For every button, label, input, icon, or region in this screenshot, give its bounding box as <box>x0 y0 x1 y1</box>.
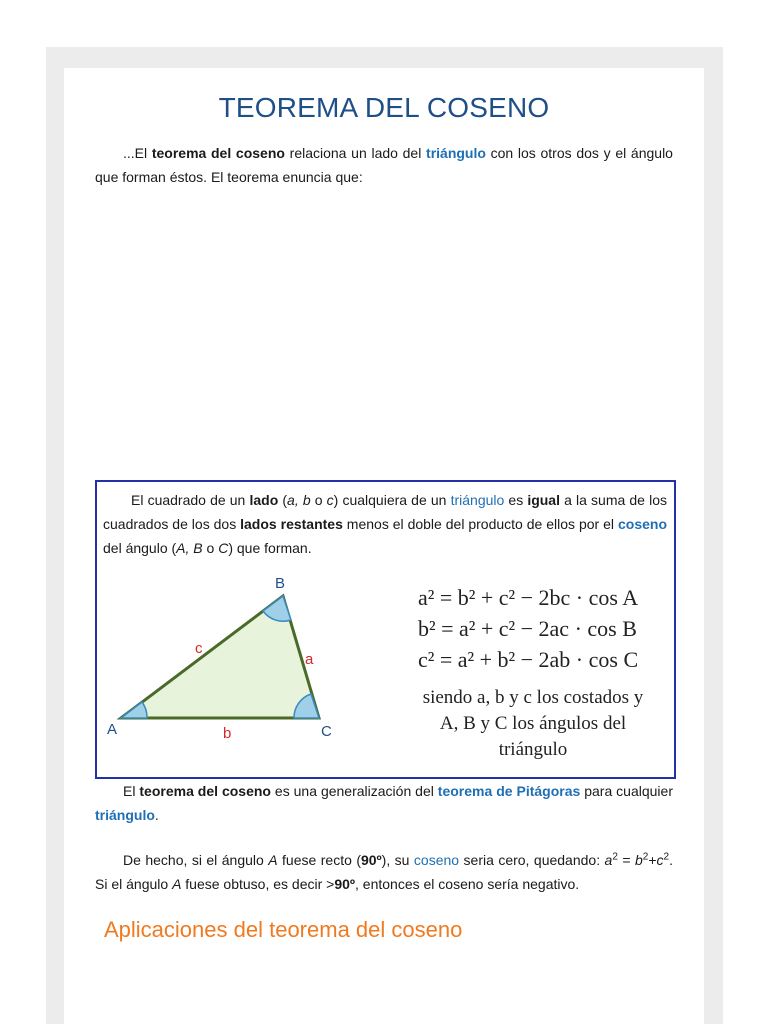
formula-c: c² = a² + b² − 2ab · cos C <box>418 647 639 672</box>
right-angle-paragraph: De hecho, si el ángulo A fuese recto (90º), su coseno seria cero, quedando: $a^2 = b^2+c^2$. Si el ángulo A fuese obtuso, es decir >90º, entonces el coseno sería negativo. <box>95 851 673 892</box>
side-label-c: c <box>195 640 203 657</box>
generalization-paragraph: El teorema del coseno es una generalización del teorema de Pitágoras para cualquier triángulo. <box>95 783 673 823</box>
intro-paragraph: ...El teorema del coseno relaciona un lado del triángulo con los otros dos y el ángulo que forman éstos. El teorema enuncia que: <box>95 145 673 185</box>
vertex-label-c: C <box>321 723 332 740</box>
theorem-box <box>95 480 676 779</box>
formula-note: siendo a, b y c los costados y A, B y C los ángulos del triángulo <box>422 687 644 760</box>
link-triangulo-box[interactable]: triángulo <box>450 492 505 508</box>
section-heading-aplicaciones: Aplicaciones del teorema del coseno <box>104 917 463 942</box>
link-triangulo[interactable]: triángulo <box>426 145 486 161</box>
vertex-label-b: B <box>275 575 286 592</box>
side-label-b: b <box>223 725 232 742</box>
formula-b: b² = a² + c² − 2ac · cos B <box>418 616 637 641</box>
formula-block <box>393 582 673 763</box>
side-label-a: a <box>305 651 314 668</box>
link-coseno[interactable]: coseno <box>413 852 460 868</box>
link-coseno-box[interactable]: coseno <box>617 516 667 532</box>
theorem-statement: El cuadrado de un lado (a, b o c) cualquiera de un triángulo es igual a la suma de los cuadrados de los dos lados restantes menos el doble del producto de ellos por el coseno del ángulo (A, B o C) que forman. <box>103 492 667 556</box>
angle-a-arc <box>121 702 147 718</box>
link-triangulo-2[interactable]: triángulo <box>95 807 155 823</box>
vertex-label-a: A <box>107 721 118 738</box>
triangle-diagram <box>97 570 397 770</box>
page-title: TEOREMA DEL COSENO <box>218 92 550 123</box>
formula-a: a² = b² + c² − 2bc · cos A <box>418 585 639 610</box>
link-pitagoras[interactable]: teorema de Pitágoras <box>437 783 581 799</box>
